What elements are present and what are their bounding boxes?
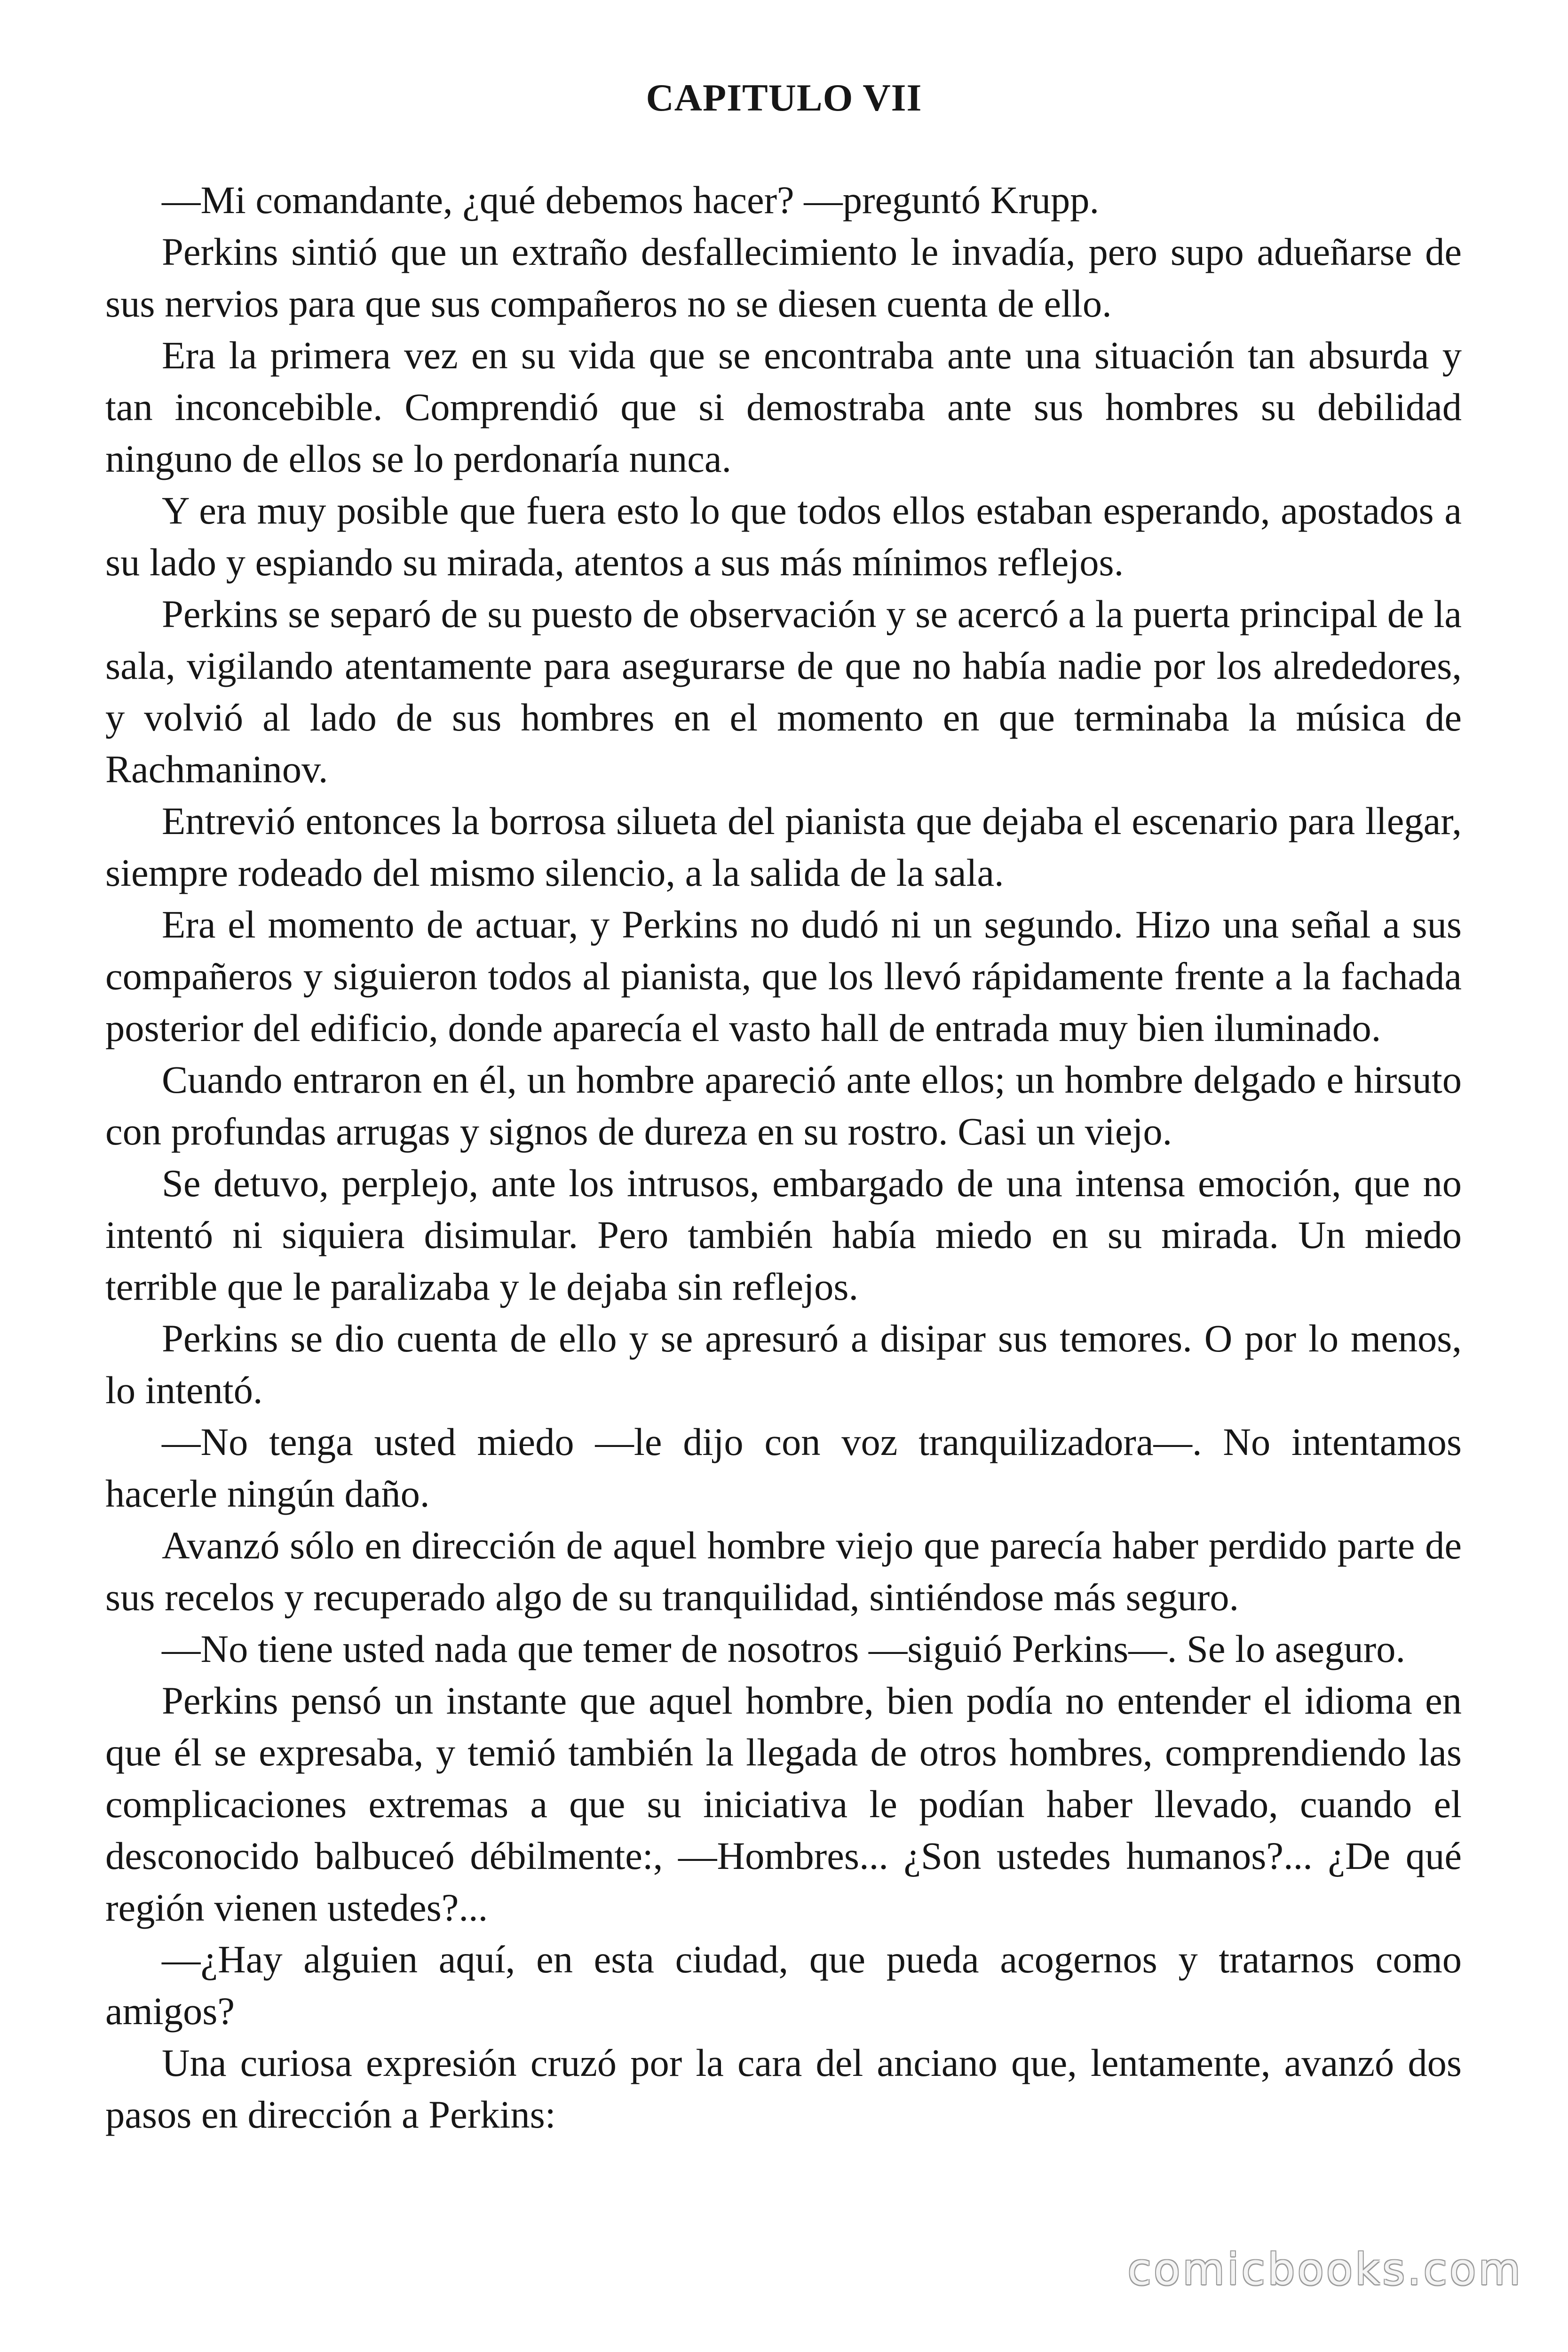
paragraph: Era el momento de actuar, y Perkins no dudó ni un segundo. Hizo una señal a sus compañeros y siguieron todos al pianista, que los llevó rápidamente frente a la fachada posterior del edificio, donde aparecía el vasto hall de entrada muy bien iluminado. [105,903,1462,1049]
paragraph: Una curiosa expresión cruzó por la cara del anciano que, lentamente, avanzó dos pasos en dirección a Perkins: [105,2041,1462,2136]
paragraph: —¿Hay alguien aquí, en esta ciudad, que pueda acogernos y tratarnos como amigos? [105,1938,1462,2033]
paragraph: Cuando entraron en él, un hombre apareció ante ellos; un hombre delgado e hirsuto con profundas arrugas y signos de dureza en su rostro. Casi un viejo. [105,1058,1462,1153]
paragraph: Se detuvo, perplejo, ante los intrusos, embargado de una intensa emoción, que no intentó ni siquiera disimular. Pero también había miedo en su mirada. Un miedo terrible que le paralizaba y le dejaba sin reflejos. [105,1161,1462,1308]
chapter-title: CAPITULO VII [646,76,922,119]
paragraph: Perkins se dio cuenta de ello y se apresuró a disipar sus temores. O por lo menos, lo intentó. [105,1317,1462,1412]
watermark: comicbooks.com [1127,2244,1523,2295]
paragraph: —Mi comandante, ¿qué debemos hacer? —preguntó Krupp. [162,178,1100,222]
paragraph: Perkins se separó de su puesto de observación y se acercó a la puerta principal de la sala, vigilando atentamente para asegurarse de que no había nadie por los alrededores, y volvió al lado de sus hombres en el momento en que terminaba la música de Rachmaninov. [105,592,1462,791]
chapter-body [105,174,1462,2140]
paragraph: Perkins sintió que un extraño desfallecimiento le invadía, pero supo adueñarse de sus nervios para que sus compañeros no se diesen cuenta de ello. [105,230,1462,325]
paragraph: —No tenga usted miedo —le dijo con voz tranquilizadora—. No intentamos hacerle ningún daño. [105,1420,1462,1515]
paragraph: —No tiene usted nada que temer de nosotros —siguió Perkins—. Se lo aseguro. [162,1627,1406,1670]
paragraph: Y era muy posible que fuera esto lo que todos ellos estaban esperando, apostados a su lado y espiando su mirada, atentos a sus más mínimos reflejos. [105,489,1462,584]
paragraph: Entrevió entonces la borrosa silueta del pianista que dejaba el escenario para llegar, siempre rodeado del mismo silencio, a la salida de la sala. [105,799,1462,894]
paragraph: Avanzó sólo en dirección de aquel hombre viejo que parecía haber perdido parte de sus recelos y recuperado algo de su tranquilidad, sintiéndose más seguro. [105,1524,1462,1619]
paragraph: Perkins pensó un instante que aquel hombre, bien podía no entender el idioma en que él se expresaba, y temió también la llegada de otros hombres, comprendiendo las complicaciones extremas a que su iniciativa le podían haber llevado, cuando el desconocido balbuceó débilmente:, —Hombres... ¿Son ustedes humanos?... ¿De qué región vienen ustedes?... [105,1679,1462,1929]
paragraph: Era la primera vez en su vida que se encontraba ante una situación tan absurda y tan inconcebible. Comprendió que si demostraba ante sus hombres su debilidad ninguno de ellos se lo perdonaría nunca. [105,334,1462,480]
